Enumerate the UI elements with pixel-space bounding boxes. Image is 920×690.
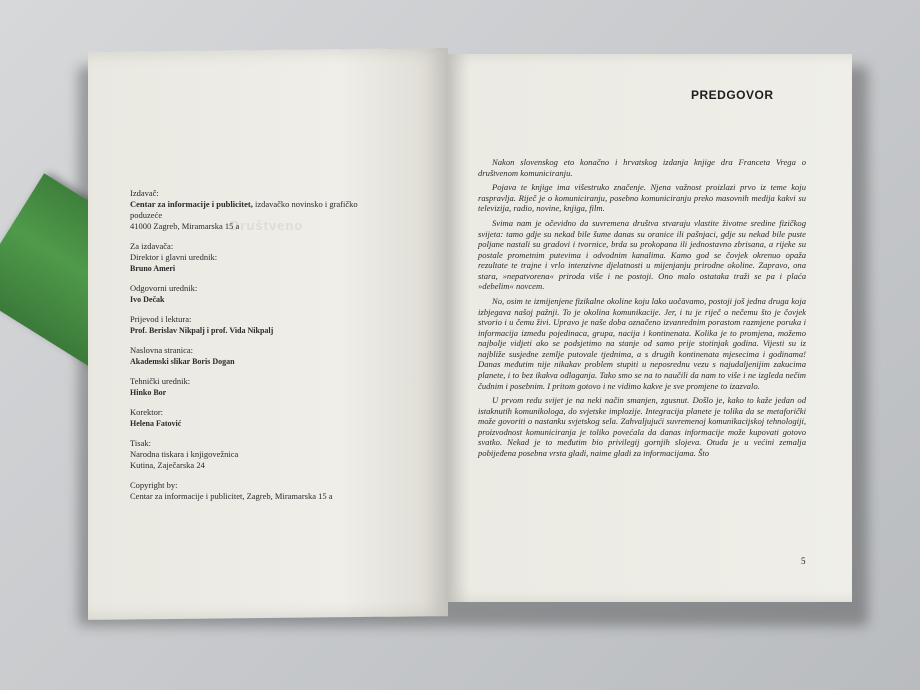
- printing-label: Tisak:: [130, 438, 151, 448]
- proofreader-name: Helena Fatović: [130, 419, 182, 428]
- paragraph: Nakon slovenskog eto konačno i hrvatskog izdanja knjige dra Franceta Vrega o društvenom komuniciranju.: [478, 157, 806, 178]
- paragraph: U prvom redu svijet je na neki način smanjen, zgusnut. Došlo je, kako to kaže jedan od istaknutih komunikologa, do svjetske implozije. Integracija planete je tolika da se metaforički može govoriti o nastanku svjetskog sela. Zahvaljujući suvremenoj komunikacijskoj tehnologiji, proizvodnost komuniciranja je toliko povećala da danas informacije može kupovati gotovo svatko. Nekad je to međutim bio privilegij gornjih slojeva. Otuda je u većini zemalja pobijeđena posebna vrsta gladi, naime gladi za informacijama. Što: [478, 395, 806, 458]
- chapter-heading: PREDGOVOR: [691, 88, 774, 102]
- printer-name: Narodna tiskara i knjigovežnica: [130, 449, 239, 459]
- proofreader-label: Korektor:: [130, 407, 164, 417]
- printer-address: Kutina, Zaječarska 24: [130, 460, 205, 470]
- preface-text: [478, 157, 806, 463]
- cover-name: Akademski slikar Boris Dogan: [130, 357, 235, 366]
- paragraph: Svima nam je očevidno da suvremena društva stvaraju vlastite životne sredine fizičkog svijeta: tamo gdje su nekad bile šume danas su oranice ili pašnjaci, gdje su nekad bile puste poljane nastali su gradovi i tvornice, brda su prokopana ili jednostavno zbrisana, a rijeke su postale prometnim putevima i odvodnim kanalima. Kamo god se čovjek okrenuo opaža rezultate te trajne i vrlo intenzivne djelatnosti u mijenjanju prirodne okoline. Zapravo, ona stara, »nepatvorena« priroda više i ne postoji. Ono malo ostataka traži se pa i plaća »debelim« novcem.: [478, 218, 806, 292]
- show-through-title: Društveno: [230, 218, 304, 233]
- paragraph: No, osim te izmijenjene fizikalne okoline koju lako uočavamo, postoji još jedna druga koja izbjegava našoj pažnji. To je okolina komunikacije. Jer, i tu je riječ o nečemu što je čovjek stvorio i u čemu živi. Upravo je naše doba označeno izvanrednim porastom razmjene poruka i informacija između pojedinaca, grupa, nacija i kontinenata. Kolika je to promjena, možemo najbolje vidjeti ako se podsjetimo na stanje od samo prije stotinjak godina. Vijesti su iz najbliže susjedne zemlje putovale tjednima, a s drugih kontinenata mjesecima i godinama! Danas međutim nije nikakav problem stupiti u neposrednu vezu s najudaljenijim zakucima planete, i to bez ikakva odlaganja. Tako smo se na to naučili da nam to više i ne izgleda nečim čudnim i posebnim. I pritom gotovo i ne vidimo kakve je sve promjene to izazvalo.: [478, 296, 806, 391]
- translation-label: Prijevod i lektura:: [130, 314, 192, 324]
- editor-name: Ivo Dečak: [130, 295, 165, 304]
- copyright-text: Centar za informacije i publicitet, Zagreb, Miramarska 15 a: [130, 491, 333, 501]
- publisher-address: 41000 Zagreb, Miramarska 15 a: [130, 221, 240, 231]
- cover-label: Naslovna stranica:: [130, 345, 194, 355]
- tech-editor-name: Hinko Bor: [130, 388, 167, 397]
- translation-names: Prof. Berislav Nikpalj i prof. Vida Nikpalj: [130, 326, 274, 335]
- copyright-label: Copyright by:: [130, 480, 178, 490]
- publisher-rest: izdavačko novinsko i grafičko: [252, 199, 358, 209]
- director-label: Direktor i glavni urednik:: [130, 252, 218, 262]
- publisher-line2: poduzeće: [130, 210, 163, 220]
- director-name: Bruno Ameri: [130, 264, 176, 273]
- for-publisher-label: Za izdavača:: [130, 241, 174, 251]
- publisher-label: Izdavač:: [130, 188, 159, 198]
- imprint-block: [130, 188, 430, 502]
- editor-label: Odgovorni urednik:: [130, 283, 198, 293]
- publisher-name: Centar za informacije i publicitet,: [130, 199, 253, 209]
- publisher-line: [130, 199, 430, 210]
- tech-editor-label: Tehnički urednik:: [130, 376, 191, 386]
- paragraph: Pojava te knjige ima višestruko značenje. Njena važnost proizlazi prvo iz teme koju raspravlja. Riječ je o komuniciranju, posebno komuniciranju preko masovnih medija kakvi su televizija, radio, novine, knjiga, film.: [478, 182, 806, 214]
- page-number: 5: [801, 556, 806, 566]
